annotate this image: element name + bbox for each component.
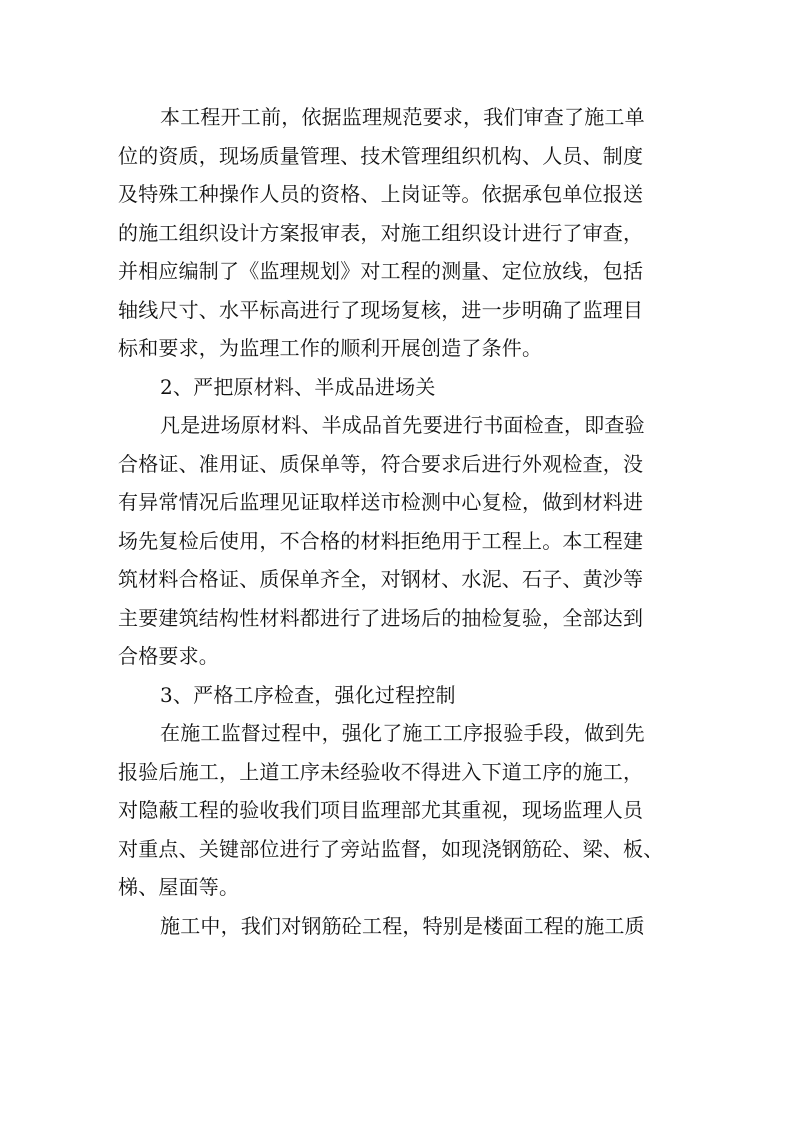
text-line: 合格证、准用证、质保单等，符合要求后进行外观检查，没	[118, 451, 644, 476]
paragraph-concrete-quality	[118, 907, 678, 946]
text-line: 筑材料合格证、质保单齐全，对钢材、水泥、石子、黄沙等	[118, 567, 644, 591]
text-line: 本工程开工前，依据监理规范要求，我们审查了施工单	[160, 105, 645, 129]
text-line: 对隐蔽工程的验收我们项目监理部尤其重视，现场监理人员	[118, 798, 644, 822]
text-line: 梯、屋面等。	[118, 875, 240, 899]
paragraph-materials-inspection	[118, 406, 678, 676]
text-line: 合格要求。	[118, 644, 219, 668]
text-line: 在施工监督过程中，强化了施工工序报验手段，做到先	[160, 721, 645, 745]
text-line: 施工中，我们对钢筋砼工程，特别是楼面工程的施工质	[160, 913, 645, 938]
text-line: 及特殊工种操作人员的资格、上岗证等。依据承包单位报送	[118, 182, 644, 206]
text-line: 的施工组织设计方案报审表，对施工组织设计进行了审查，	[118, 220, 644, 245]
section-heading: 2、严把原材料、半成品进场关	[160, 374, 436, 399]
text-line: 标和要求，为监理工作的顺利开展创造了条件。	[118, 336, 543, 360]
section-heading-materials	[118, 368, 678, 407]
text-line: 主要建筑结构性材料都进行了进场后的抽检复验，全部达到	[118, 605, 644, 630]
text-line: 并相应编制了《监理规划》对工程的测量、定位放线，包括	[118, 259, 644, 283]
text-line: 凡是进场原材料、半成品首先要进行书面检查，即查验	[160, 413, 645, 437]
paragraph-pre-construction-review	[118, 98, 678, 368]
text-line: 报验后施工，上道工序未经验收不得进入下道工序的施工，	[118, 759, 644, 784]
text-line: 轴线尺寸、水平标高进行了现场复核，进一步明确了监理目	[118, 297, 644, 322]
text-line: 位的资质，现场质量管理、技术管理组织机构、人员、制度	[118, 143, 644, 168]
document-body	[118, 98, 678, 945]
text-line: 场先复检后使用，不合格的材料拒绝用于工程上。本工程建	[118, 528, 644, 553]
paragraph-process-supervision	[118, 714, 678, 907]
text-line: 对重点、关键部位进行了旁站监督，如现浇钢筋砼、梁、板、	[118, 836, 664, 861]
section-heading-process-control	[118, 676, 678, 715]
text-line: 有异常情况后监理见证取样送市检测中心复检，做到材料进	[118, 490, 644, 514]
section-heading: 3、严格工序检查，强化过程控制	[160, 682, 456, 707]
